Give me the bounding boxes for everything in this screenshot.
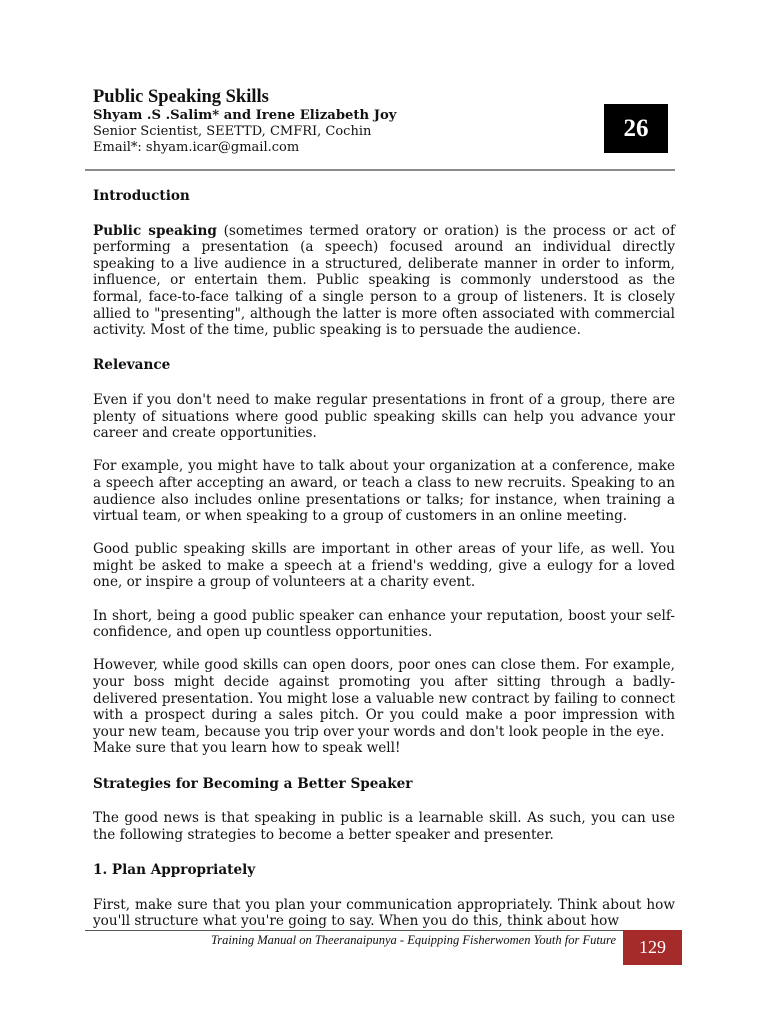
intro-lead-term: Public speaking (93, 222, 217, 239)
paragraph-strategies-1: The good news is that speaking in public is a learnable skill. As such, you can use the following strategies to become a better speaker and presenter. (93, 810, 675, 843)
footer-title: Training Manual on Theeranaipunya - Equipping Fisherwomen Youth for Future (211, 933, 616, 947)
section-heading-relevance: Relevance (93, 357, 171, 374)
section-heading-introduction: Introduction (93, 188, 190, 204)
paragraph-relevance-5: However, while good skills can open doors, poor ones can close them. For example, your boss might decide against promoting you after sitting through a badly-delivered presentation. You might lose a valuable new contract by failing to connect with a prospect during a sales pitch. Or you could make a poor impression with your new team, because you trip over your words and don't look people in the eye. (93, 657, 675, 740)
chapter-number-badge: 26 (604, 104, 668, 153)
intro-text: (sometimes termed oratory or oration) is the process or act of performing a presentation (a speech) focused around an individual directly speaking to a live audience in a structured, deliberate manner in order to inform, influence, or entertain them. Public speaking is commonly understood as the formal, face-to-face talking of a single person to a group of listeners. It is closely allied to "presenting", although the latter is more often associated with commercial activity. Most of the time, public speaking is to persuade the audience. (93, 222, 675, 339)
affiliation: Senior Scientist, SEETTD, CMFRI, Cochin (93, 124, 372, 139)
section-heading-plan: 1. Plan Appropriately (93, 861, 256, 878)
section-heading-strategies: Strategies for Becoming a Better Speaker (93, 775, 413, 792)
paragraph-relevance-4: In short, being a good public speaker can enhance your reputation, boost your self-confidence, and open up countless opportunities. (93, 607, 675, 641)
paragraph-relevance-6: Make sure that you learn how to speak well! (93, 740, 401, 757)
document-header (93, 86, 675, 156)
paragraph-relevance-3: Good public speaking skills are important in other areas of your life, as well. You might be asked to make a speech at a friend's wedding, give a eulogy for a loved one, or inspire a group of volunteers at a charity event. (93, 541, 675, 591)
paragraph-plan-1: First, make sure that you plan your communication appropriately. Think about how you'll structure what you're going to say. When you do this, think about how (93, 896, 675, 930)
paragraph-introduction (93, 223, 675, 339)
header-divider (85, 169, 675, 171)
footer-divider (85, 930, 623, 931)
email: Email*: shyam.icar@gmail.com (93, 140, 300, 155)
page-number-badge: 129 (623, 930, 682, 965)
page-title: Public Speaking Skills (93, 87, 269, 107)
paragraph-relevance-1: Even if you don't need to make regular presentations in front of a group, there are plenty of situations where good public speaking skills can help you advance your career and create opportunities. (93, 391, 675, 442)
paragraph-relevance-2: For example, you might have to talk about your organization at a conference, make a speech after accepting an award, or teach a class to new recruits. Speaking to an audience also includes online presentations or talks; for instance, when training a virtual team, or when speaking to a group of customers in an online meeting. (93, 458, 675, 525)
authors: Shyam .S .Salim* and Irene Elizabeth Joy (93, 108, 397, 123)
document-body (93, 186, 675, 946)
